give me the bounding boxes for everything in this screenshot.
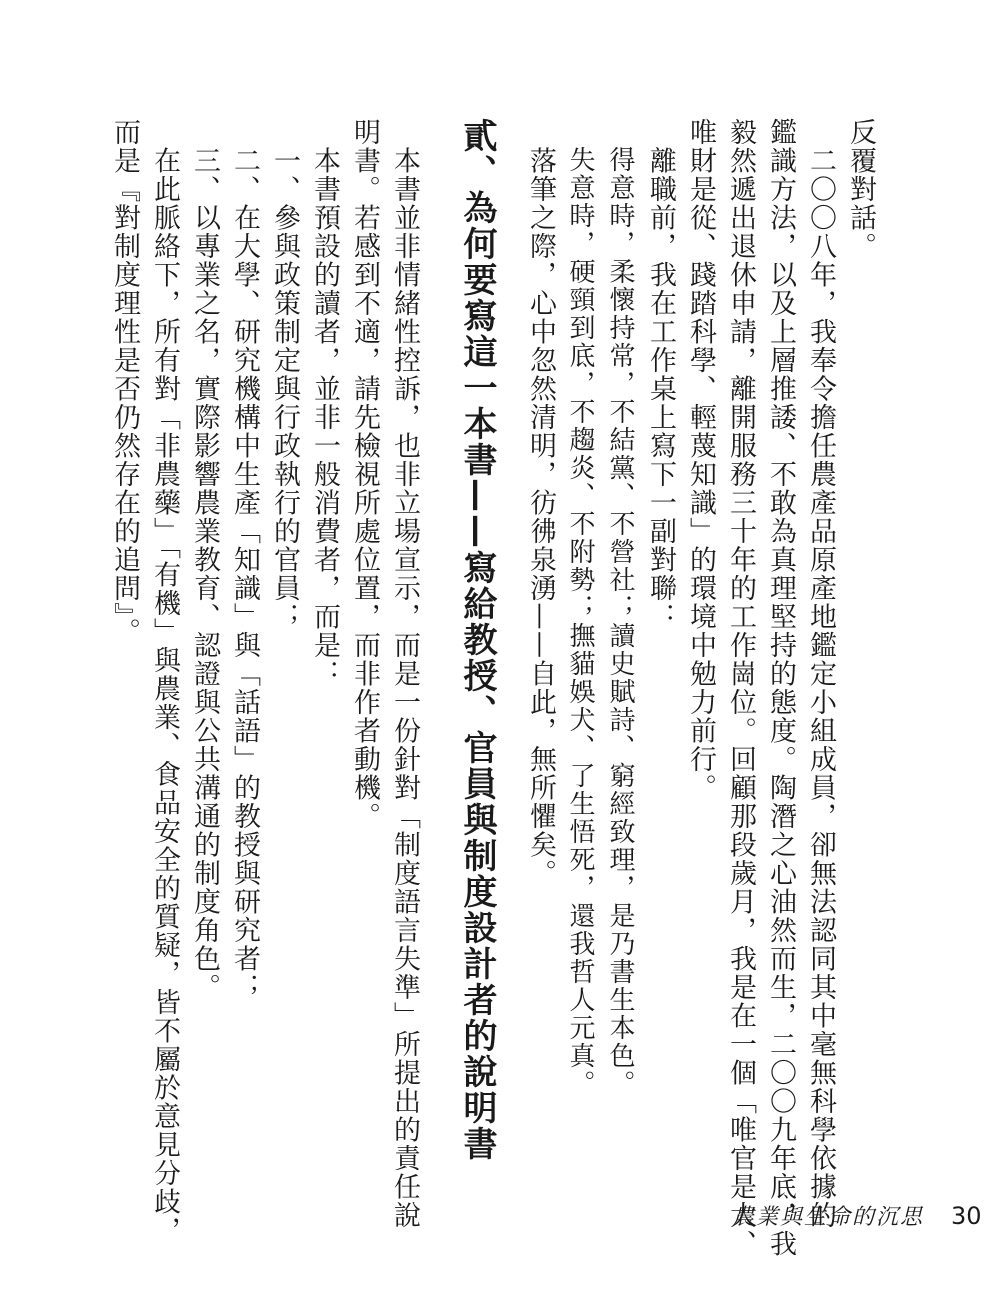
text-line: 毅然遞出退休申請，離開服務三十年的工作崗位。回顧那段歲月，我是在一個「唯官是大、 [725,118,756,1258]
text-line: 落筆之際，心中忽然清明，彷彿泉湧——自此，無所懼矣。 [525,118,556,888]
text-line: 而是『對制度理性是否仍然存在的追問』。 [109,118,140,646]
text-line: 二〇〇八年，我奉令擔任農產品原產地鑑定小組成員，卻無法認同其中毫無科學依據的 [805,118,836,1230]
section-heading: 貳、為何要寫這一本書——寫給教授、官員與制度設計者的說明書 [457,118,497,1162]
text-line: 離職前，我在工作桌上寫下一副對聯： [645,118,676,631]
page-number: 30 [951,1202,982,1230]
text-line: 明書。若感到不適，請先檢視所處位置，而非作者動機。 [349,118,380,831]
list-item: 一、參與政策制定與行政執行的官員； [269,118,300,631]
book-title: 農業與生命的沉思 [732,1205,925,1230]
text-line: 唯財是從、踐踏科學、輕蔑知識」的環境中勉力前行。 [685,118,716,802]
page-footer [732,1200,982,1231]
text-line: 在此脈絡下，所有對「非農藥」「有機」與農業、食品安全的質疑，皆不屬於意見分歧， [149,118,180,1245]
list-item: 二、在大學、研究機構中生產「知識」與「話語」的教授與研究者； [229,118,260,1002]
text-line: 鑑識方法，以及上層推諉、不敢為真理堅持的態度。陶潛之心油然而生，二〇〇九年底，我 [765,118,796,1258]
couplet-line-2: 失意時，硬頸到底，不趨炎、不附勢；撫貓娛犬、了生悟死，還我哲人元真。 [565,118,595,1098]
text-line: 反覆對話。 [845,118,876,261]
couplet-line-1: 得意時，柔懷持常，不結黨、不營社；讀史賦詩、窮經致理，是乃書生本色。 [605,118,635,1098]
text-line: 本書並非情緒性控訴，也非立場宣示，而是一份針對「制度語言失準」所提出的責任說 [389,118,420,1230]
text-line: 本書預設的讀者，並非一般消費者，而是： [309,118,340,688]
list-item: 三、以專業之名，實際影響農業教育、認證與公共溝通的制度角色。 [189,118,220,1002]
